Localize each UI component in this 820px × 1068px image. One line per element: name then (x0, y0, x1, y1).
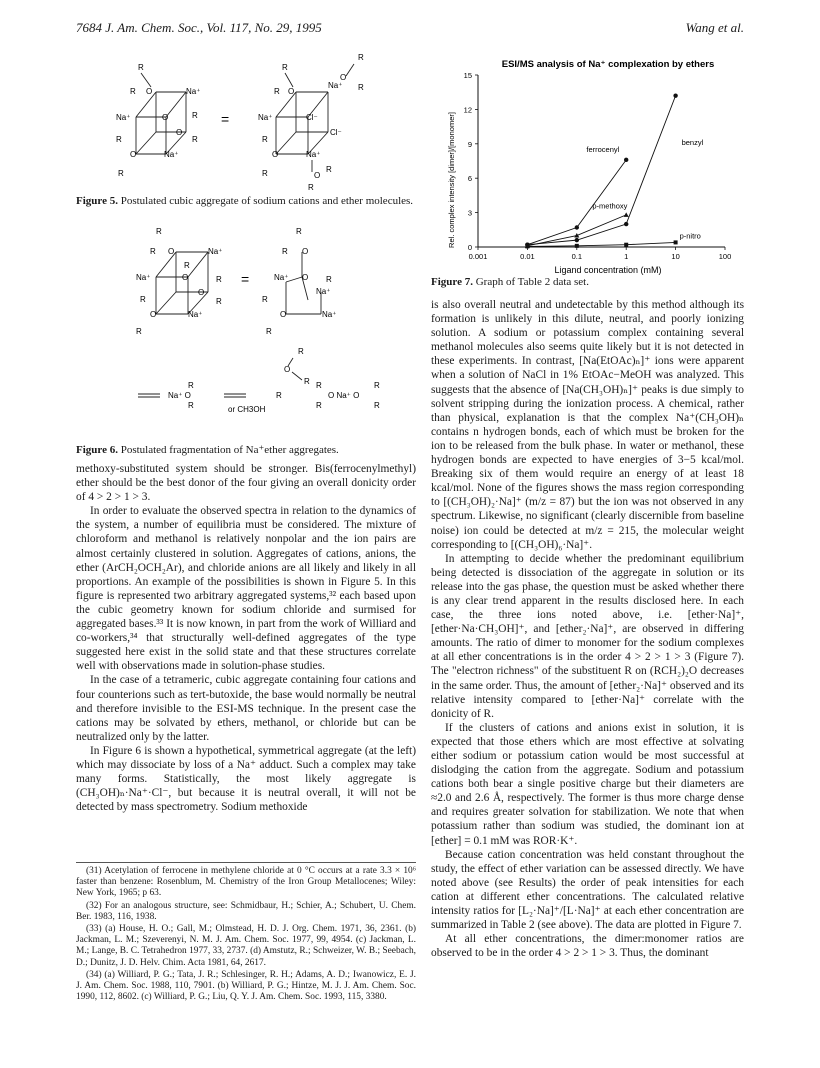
footnote-34: (34) (a) Williard, P. G.; Tata, J. R.; Schlesinger, R. H.; Adams, A. D.; Iwanowicz, E. J. J. Am. Chem. Soc. 1988, 110, 7901. (b) Williard, P. G.; Hintze, M. J. J. Am. Chem. Soc. 1990, 112, 8602. (c) Williard, P. G.; Liu, Q. Y. J. Am. Chem. Soc. 1993, 115, 3380. (76, 969, 416, 1003)
svg-text:O: O (314, 171, 321, 180)
figure-5-text: Postulated cubic aggregate of sodium cations and ether molecules. (120, 195, 414, 207)
svg-text:=: = (221, 111, 230, 127)
svg-text:Cl⁻: Cl⁻ (330, 128, 342, 137)
svg-text:R: R (316, 401, 322, 410)
svg-text:=: = (241, 271, 250, 287)
chart-y-tick-label: 15 (463, 71, 472, 80)
left-paragraph-4: In Figure 6 is shown a hypothetical, symmetrical aggregate (at the left) which may dissociate by loss of a Na⁺ adduct. Such a complex may take many forms. Statistically, the most likely aggregate is (CH₃OH)ₙ·Na⁺·Cl⁻, but because it is neutral overall, it will not be detected by mass spectrometry. Sodium methoxide (76, 744, 416, 814)
right-paragraph-3: If the clusters of cations and anions exist in solution, it is expected that those ethers which are most effective at solvating either sodium or potassium cation would be most successful at dislodging the cation from the aggregate. Sodium and potassium cations both bear a single positive charge but their diameters are ≈2.0 and 2.6 Å, respectively. The former is thus more charge dense and requires greater solvation for stabilization. We note that when potassium rather than sodium was studied, the dominant ion at [ether] = 0.1 mM was ROR·K⁺. (431, 721, 744, 847)
svg-text:R: R (118, 169, 124, 178)
fragmentation-products (138, 347, 380, 414)
journal-citation: 7684 J. Am. Chem. Soc., Vol. 117, No. 29, 1995 (76, 20, 322, 35)
chart-point-p-methoxy (624, 212, 629, 217)
svg-text:O: O (272, 150, 279, 159)
chart-point-benzyl (624, 222, 628, 226)
svg-text:Na⁺ O: Na⁺ O (168, 391, 191, 400)
chart-point-p-nitro (575, 244, 579, 248)
chart-title: ESI/MS analysis of Na⁺ complexation by ethers (501, 59, 715, 70)
chart-point-benzyl (575, 238, 579, 242)
svg-text:R: R (140, 295, 146, 304)
or-methanol-label: or CH3OH (228, 405, 266, 414)
svg-text:O: O (150, 310, 157, 319)
svg-text:R: R (274, 87, 280, 96)
svg-text:R: R (262, 295, 268, 304)
chart-y-tick-label: 3 (467, 208, 472, 218)
svg-text:O: O (284, 365, 291, 374)
footnotes (76, 862, 416, 1004)
svg-text:R: R (156, 227, 162, 236)
running-header (76, 20, 744, 38)
svg-text:R: R (374, 401, 380, 410)
svg-text:R: R (188, 401, 194, 410)
figure-5-structures (76, 42, 416, 192)
svg-text:R: R (282, 63, 288, 72)
svg-text:R: R (308, 183, 314, 192)
left-paragraph-3: In the case of a tetrameric, cubic aggregate containing four cations and four counterions such as tert-butoxide, the base would normally be neutral and therefore invisible to the ESI-MS technique. In the present case the cations may be solvated by ethers, methanol, or chloride but can be neutralized only by the latter. (76, 674, 416, 743)
svg-text:Cl⁻: Cl⁻ (306, 113, 318, 122)
figure-7-chart (440, 55, 745, 275)
chart-x-tick-label: 100 (718, 252, 732, 261)
svg-text:R: R (298, 347, 304, 356)
aggregate-right (262, 227, 336, 336)
svg-text:O Na⁺ O: O Na⁺ O (328, 391, 360, 400)
svg-text:Na⁺: Na⁺ (208, 247, 223, 256)
svg-text:O: O (146, 87, 153, 96)
right-paragraph-2: In attempting to decide whether the predominant equilibrium being detected is dissociation of the aggregate in solution or its release into the gas phase, the question must be asked whether there is any clear trend apparent in the results disclosed here. In each case, the three ions noted above, i.e. [ether·Na]⁺, [ether·Na·CH₃OH]⁺, and [ether₂·Na]⁺, are observed in differing amounts. The ratio of dimer to monomer for the sodium complexes at all ether concentrations is in the order 4 > 2 > 1 > 3 (Figure 7). The "electron richness" of the substituent R on (RCH₂)₂O decreases in the same order. Thus, the amount of [ether₂·Na]⁺ observed and its relative intensity compared to [ether·Na]⁺ correlate with the donicity of R. (431, 552, 744, 720)
chart-point-benzyl (673, 93, 677, 97)
chart-x-tick-label: 1 (624, 252, 629, 261)
svg-text:R: R (296, 227, 302, 236)
chart-x-tick-label: 0.1 (571, 252, 583, 261)
chart-series-label-benzyl: benzyl (681, 137, 704, 147)
chart-svg (440, 55, 745, 275)
svg-text:Na⁺: Na⁺ (186, 87, 201, 96)
svg-text:Na⁺: Na⁺ (274, 273, 289, 282)
aggregate-left (136, 227, 222, 336)
figure-6-text: Postulated fragmentation of Na⁺ether aggregates. (120, 444, 339, 456)
right-text-column (431, 298, 744, 960)
chart-point-p-nitro (525, 244, 529, 248)
svg-text:R: R (130, 87, 136, 96)
chart-y-tick-label: 0 (467, 243, 472, 252)
author-line: Wang et al. (685, 20, 744, 35)
svg-text:R: R (326, 275, 332, 284)
chart-series-label-p-methoxy: p-methoxy (592, 201, 628, 211)
svg-text:R: R (262, 169, 268, 178)
svg-text:O: O (182, 273, 189, 282)
svg-text:O: O (302, 247, 309, 256)
footnote-33: (33) (a) House, H. O.; Gall, M.; Olmstead, H. D. J. Org. Chem. 1971, 36, 2361. (b) Jackman, L. M.; Szeverenyi, N. M. J. Am. Chem. Soc. 1977, 99, 4954. (c) Jackman, L. M.; Lange, B. C. Tetrahedron 1977, 33, 2737. (d) Amstutz, R.; Schweizer, W. B.; Seebach, D.; Dunitz, J. D. Helv. Chim. Acta 1981, 64, 2617. (76, 924, 416, 968)
chart-x-tick-label: 10 (671, 252, 680, 261)
svg-text:R: R (184, 261, 190, 270)
svg-text:Na⁺: Na⁺ (258, 113, 273, 122)
svg-text:O: O (176, 128, 183, 137)
svg-text:O: O (168, 247, 175, 256)
chart-y-tick-label: 9 (467, 139, 472, 149)
svg-text:O: O (288, 87, 295, 96)
figure-6-structures (76, 222, 416, 447)
chart-series-label-ferrocenyl: ferrocenyl (586, 144, 620, 154)
svg-text:Na⁺: Na⁺ (322, 310, 337, 319)
footnote-32: (32) For an analogous structure, see: Schmidbaur, H.; Schier, A.; Schubert, U. Chem. Ber. 1983, 116, 1938. (76, 900, 416, 922)
svg-text:R: R (304, 377, 310, 386)
chart-x-tick-label: 0.01 (520, 252, 535, 261)
svg-text:R: R (358, 83, 364, 92)
svg-text:O: O (340, 73, 347, 82)
right-paragraph-4: Because cation concentration was held constant throughout the study, the effect of ether variation can be assessed directly. We have noted above (see Results) the order of peak intensities for each cation at different ether concentrations. The calculated relative intensity ratios for [L₂·Na]⁺/[L·Na]⁺ at each ether concentration are summarized in Table 2 (see above). The data are plotted in Figure 7. (431, 848, 744, 932)
svg-text:Na⁺: Na⁺ (306, 150, 321, 159)
svg-text:R: R (326, 165, 332, 174)
chart-point-ferrocenyl (624, 158, 628, 162)
svg-text:R: R (374, 381, 380, 390)
svg-text:O: O (280, 310, 287, 319)
chart-plot-area (464, 71, 732, 261)
svg-text:R: R (136, 327, 142, 336)
chart-x-axis-label: Ligand concentration (mM) (554, 265, 662, 275)
left-text-column (76, 462, 416, 814)
chart-series-line-benzyl (527, 96, 675, 245)
chart-y-axis-label: Rel. complex intensity [dimer]/[monomer] (447, 112, 456, 248)
svg-text:R: R (262, 135, 268, 144)
svg-text:Na⁺: Na⁺ (328, 81, 343, 90)
svg-text:Na⁺: Na⁺ (136, 273, 151, 282)
svg-text:R: R (192, 111, 198, 120)
chart-y-tick-label: 12 (463, 105, 472, 115)
svg-text:R: R (192, 135, 198, 144)
svg-text:R: R (266, 327, 272, 336)
svg-text:Na⁺: Na⁺ (116, 113, 131, 122)
svg-text:O: O (302, 273, 309, 282)
footnote-31: (31) Acetylation of ferrocene in methylene chloride at 0 °C occurs at a rate 3.3 × 10⁶ faster than benzene: Rosenblum, M. Chemistry of the Iron Group Metallocenes; Wiley: New York, 1965; p 63. (76, 866, 416, 899)
svg-text:R: R (116, 135, 122, 144)
svg-text:O: O (130, 150, 137, 159)
svg-text:R: R (150, 247, 156, 256)
chart-point-p-nitro (674, 240, 678, 244)
figure-7-text: Graph of Table 2 data set. (475, 276, 589, 288)
svg-text:R: R (188, 381, 194, 390)
left-paragraph-1: methoxy-substituted system should be stronger. Bis(ferrocenylmethyl) ether should be the best donor of the four giving an overall donicity order of 4 > 2 > 1 > 3. (76, 463, 416, 504)
chart-y-tick-label: 6 (467, 174, 472, 184)
svg-text:R: R (276, 391, 282, 400)
figure-6-label: Figure 6. (76, 444, 118, 456)
svg-text:R: R (216, 297, 222, 306)
right-paragraph-5: At all ether concentrations, the dimer:monomer ratios are observed to be in the order 4 > 2 > 1 > 3. Thus, the dominant (431, 933, 744, 960)
figure-7-caption (431, 276, 744, 289)
svg-text:Na⁺: Na⁺ (164, 150, 179, 159)
cube-left (116, 63, 200, 178)
svg-text:O: O (198, 288, 205, 297)
chart-point-ferrocenyl (575, 225, 579, 229)
left-paragraph-2: In order to evaluate the observed spectra in relation to the dynamics of the system, a number of equilibria must be considered. The mixture of chloroform and methanol is relatively nonpolar and the ion pairs are almost certainly clustered in solution. Aggregates of cations, anions, the ether (ArCH₂OCH₂Ar), and chloride anions are all likely and likely in all proportions. An example of the possibilities is shown in Figure 5. In this figure is represented two arbitrary aggregated systems,³² each based upon the cubic geometry known for sodium chloride and surmised for aggregated bases.³³ It is now known, in part from the work of Williard and co-workers,³⁴ that structurally well-defined aggregates of the type suggested here exist in the solid state and that these structures correlate well with observations made in solution-phase studies. (76, 505, 416, 673)
chart-x-tick-label: 0.001 (468, 252, 488, 261)
svg-text:Na⁺: Na⁺ (188, 310, 203, 319)
chart-point-p-nitro (624, 243, 628, 247)
right-paragraph-1: is also overall neutral and undetectable by this method although its formation is unlikely in this dilute, neutral, and poorly ionizing solution. A sodium or potassium complex containing several methanol molecules also seems quite likely but it is not detected in these experiments. In contrast, [Na(EtOAc)ₙ]⁺ ions were apparent when a solution of NaCl in 1% EtOAc−MeOH was analyzed. This suggests that the absence of [Na(CH₃OH)ₙ]⁺ peaks is due simply to solvent stripping during the ionization process. A chemical, rather than physical, explanation is that the complex Na⁺(CH₃OH)ₙ contains n hydrogen bonds, each of which must be broken for the ion to be released from the bulk phase. In water or methanol, these hydrogen bonds are expected to have energies of 3−5 kcal/mol. Breaking six of them would require an energy of at least 18 kcal/mol. None of the figures shows the mass region corresponding to [(CH₃OH)₂·Na]⁺ (m/z = 87) but the ion was not observed in any spectrum. Likewise, no significant (clearly discernible from baseline noise) ion could be detected at m/z = 215, the molecular weight corresponding to [(CH₃OH)₆·Na]⁺. (431, 299, 744, 551)
svg-text:R: R (316, 381, 322, 390)
figure-5-caption (76, 195, 416, 208)
svg-text:R: R (358, 53, 364, 62)
svg-text:Na⁺: Na⁺ (316, 287, 331, 296)
svg-text:R: R (216, 275, 222, 284)
figure-7-label: Figure 7. (431, 276, 473, 288)
svg-text:O: O (162, 113, 169, 122)
figure-6-caption (76, 444, 416, 457)
cube-right (258, 53, 364, 192)
chart-series-label-p-nitro: p-nitro (679, 231, 701, 241)
svg-text:R: R (282, 247, 288, 256)
svg-text:R: R (138, 63, 144, 72)
figure-5-label: Figure 5. (76, 195, 118, 207)
